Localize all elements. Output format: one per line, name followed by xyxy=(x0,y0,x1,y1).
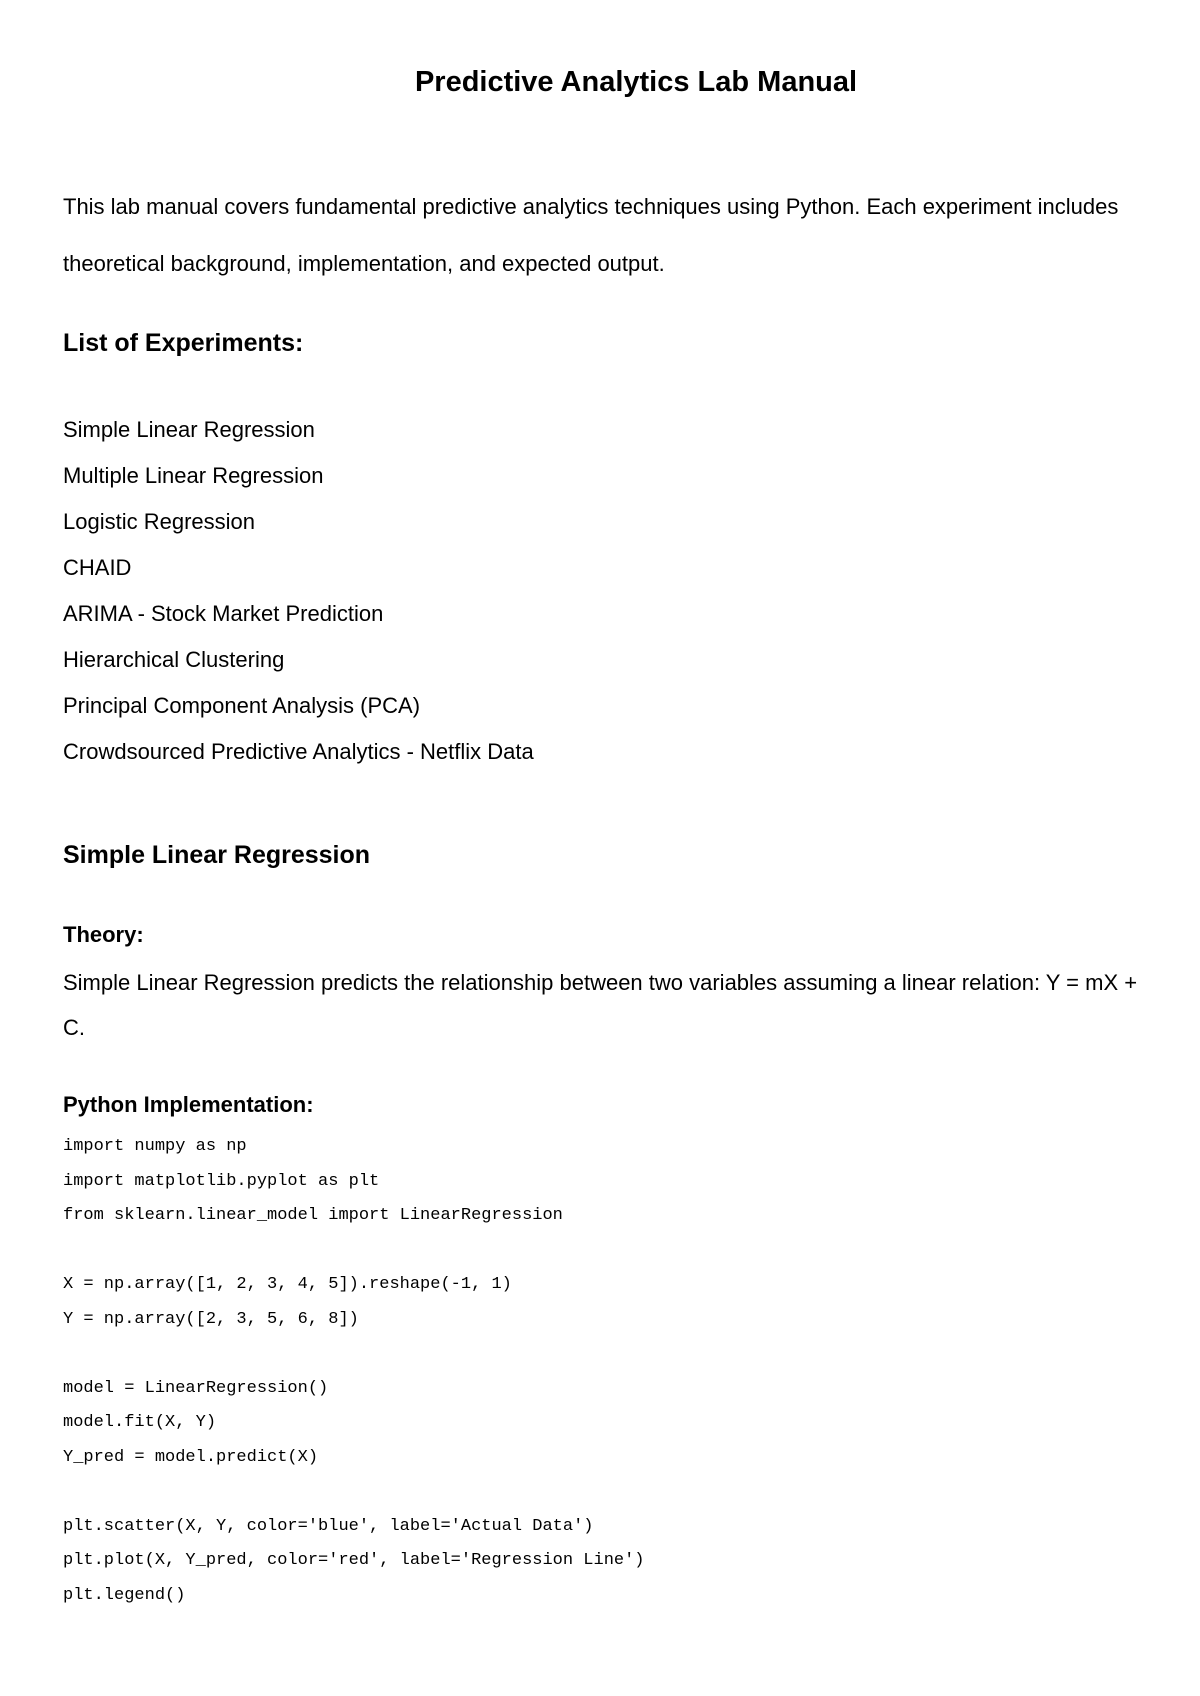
experiment-item: Multiple Linear Regression xyxy=(63,463,324,488)
experiment-item: Principal Component Analysis (PCA) xyxy=(63,693,421,718)
document-title: Predictive Analytics Lab Manual xyxy=(414,66,858,98)
experiment-item: Crowdsourced Predictive Analytics - Netflix Data xyxy=(63,739,534,764)
theory-heading: Theory: xyxy=(63,922,144,947)
code-line: Y = np.array([2, 3, 5, 6, 8]) xyxy=(63,1309,359,1329)
experiment-item: CHAID xyxy=(63,555,132,580)
experiment-item: Simple Linear Regression xyxy=(63,417,315,442)
intro-paragraph: This lab manual covers fundamental predictive analytics techniques using Python. Each experiment includes theoretical background, implementation, and expected output. xyxy=(63,194,1119,276)
code-line xyxy=(63,1337,645,1372)
experiments-list xyxy=(63,407,534,775)
experiment-item: Logistic Regression xyxy=(63,509,255,534)
code-line: model.fit(X, Y) xyxy=(63,1413,217,1432)
code-line xyxy=(63,1234,645,1269)
code-line: plt.plot(X, Y_pred, color='red', label='Regression Line') xyxy=(63,1551,645,1570)
code-line: Y_pred = model.predict(X) xyxy=(63,1447,319,1467)
experiment-item: ARIMA - Stock Market Prediction xyxy=(63,601,384,626)
code-line: plt.legend() xyxy=(63,1585,186,1605)
theory-text: Simple Linear Regression predicts the relationship between two variables assuming a linear relation: Y = mX + C. xyxy=(63,970,1138,1040)
code-block xyxy=(63,1130,645,1613)
code-line: model = LinearRegression() xyxy=(63,1378,329,1398)
code-line: import matplotlib.pyplot as plt xyxy=(63,1171,380,1191)
code-line: plt.scatter(X, Y, color='blue', label='Actual Data') xyxy=(63,1516,594,1536)
code-line: import numpy as np xyxy=(63,1137,247,1156)
implementation-heading: Python Implementation: xyxy=(63,1092,314,1117)
code-line xyxy=(63,1475,645,1510)
code-line: from sklearn.linear_model import LinearRegression xyxy=(63,1206,563,1225)
section-heading: Simple Linear Regression xyxy=(63,841,371,869)
experiment-item: Hierarchical Clustering xyxy=(63,647,285,672)
code-line: X = np.array([1, 2, 3, 4, 5]).reshape(-1, 1) xyxy=(63,1275,512,1294)
experiments-heading: List of Experiments: xyxy=(63,329,304,357)
